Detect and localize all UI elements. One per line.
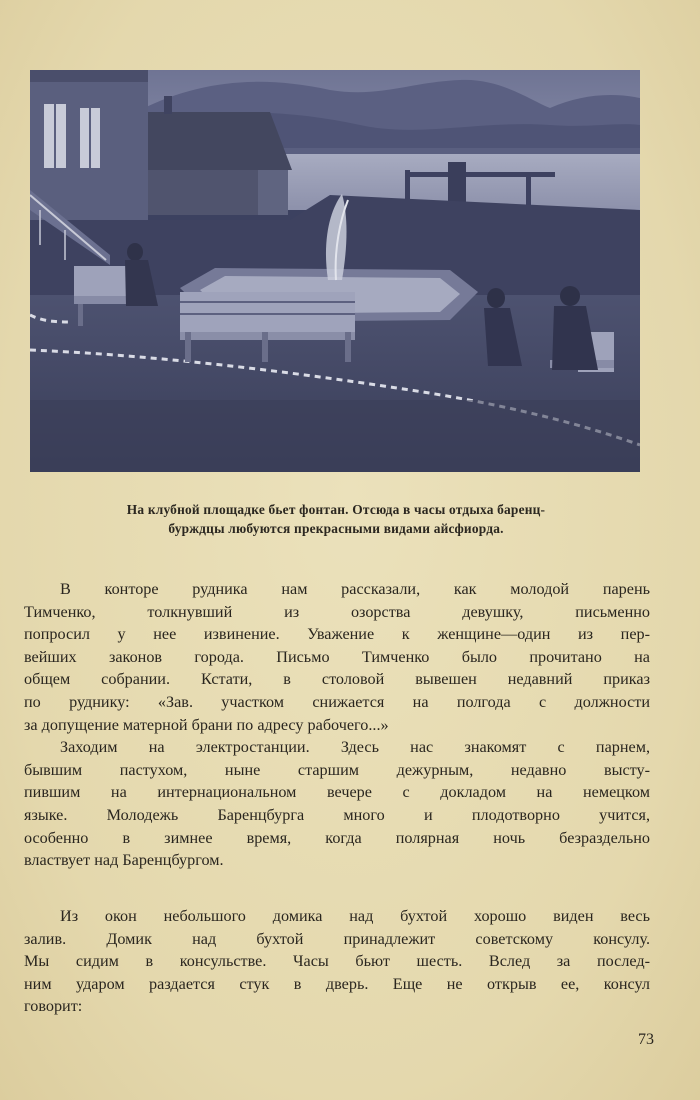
text-line: бывшим пастухом, ныне старшим дежурным, недавно высту- [24,760,650,779]
text-line: Из окон небольшого домика над бухтой хорошо виден весь [60,907,650,925]
text-line: Тимченко, толкнувший из озорства девушку, письменно [24,602,650,621]
text-line: В конторе рудника нам рассказали, как молодой парень [60,580,650,598]
caption-line: На клубной площадке бьет фонтан. Отсюда в часы отдыха баренц- [126,502,546,517]
page-number: 73 [638,1031,654,1048]
body-text-upper [24,578,650,872]
fountain-photo-illustration [30,70,640,472]
photo-caption [30,500,642,538]
text-line: вейших законов города. Письмо Тимченко было прочитано на [24,647,650,666]
text-line: особенно в зимнее время, когда полярная ночь безраздельно [24,828,650,847]
caption-line: бурждцы любуются прекрасными видами айсфиорда. [168,521,504,536]
text-line: по руднику: «Зав. участком снижается на полгода с должности [24,692,650,711]
text-line: за допущение матерной брани по адресу рабочего...» [24,715,389,734]
fountain-photo [30,70,640,472]
text-line: языке. Молодежь Баренцбурга много и плодотворно учится, [24,805,650,824]
text-line: попросил у нее извинение. Уважение к женщине—один из пер- [24,625,650,644]
text-line: говорит: [24,997,83,1016]
body-text-lower [24,905,650,1018]
text-line: залив. Домик над бухтой принадлежит советскому консулу. [24,929,650,948]
text-line: ним ударом раздается стук в дверь. Еще не открыв ее, консул [24,974,650,993]
text-line: общем собрании. Кстати, в столовой вывешен недавний приказ [24,670,650,689]
text-line: Мы сидим в консульстве. Часы бьют шесть. Вслед за послед- [24,952,650,971]
text-line: пившим на интернациональном вечере с докладом на немецком [24,783,650,802]
text-line: Заходим на электростанции. Здесь нас знакомят с парнем, [60,738,650,757]
text-line: властвует над Баренцбургом. [24,851,224,870]
